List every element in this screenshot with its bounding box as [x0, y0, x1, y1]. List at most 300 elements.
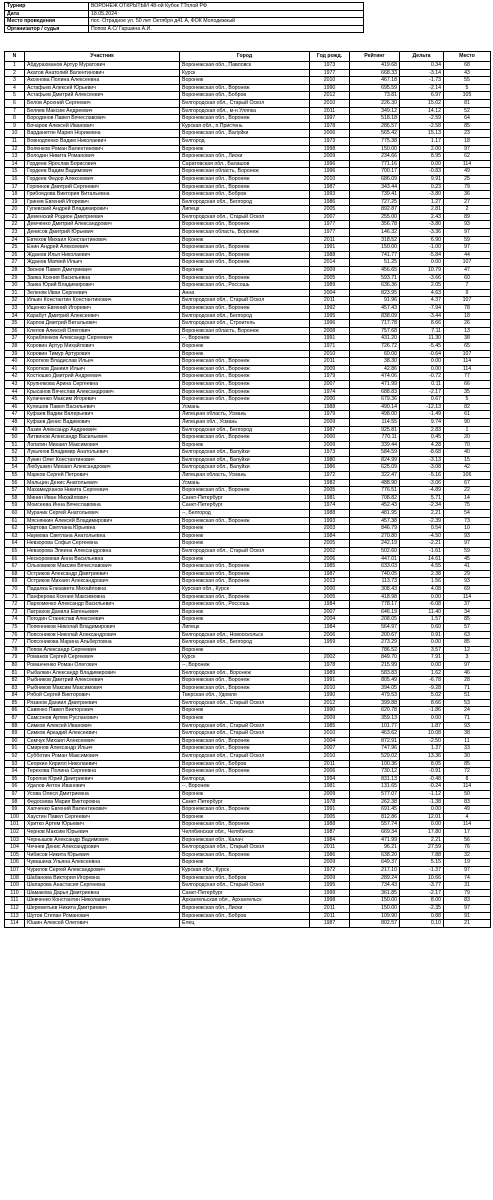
participant-name: Самсонов Артем Русланович — [25, 715, 180, 723]
place: 66 — [444, 380, 491, 388]
place: 107 — [444, 297, 491, 305]
row-number: 97 — [5, 791, 25, 799]
row-number: 24 — [5, 236, 25, 244]
participant-name: Падалка Елизавета Михайловна — [25, 585, 180, 593]
table-row — [5, 175, 491, 183]
table-row — [5, 426, 491, 434]
column-header-rating: Рейтинг — [350, 52, 400, 62]
participant-city: Воронеж — [180, 859, 310, 867]
delta: 5.02 — [400, 692, 444, 700]
rating: 101.77 — [350, 722, 400, 730]
participant-name: Астафьев Дмитрий Алексеевич — [25, 92, 180, 100]
rating: 717.78 — [350, 320, 400, 328]
birth-year: 2006 — [310, 130, 350, 138]
rating: 215.99 — [350, 661, 400, 669]
info-label: Место проведения — [5, 18, 89, 26]
rating: 114.55 — [350, 418, 400, 426]
row-number: 107 — [5, 866, 25, 874]
place: 26 — [444, 320, 491, 328]
row-number: 91 — [5, 745, 25, 753]
birth-year: 2014 — [310, 259, 350, 267]
participant-city: Воронежская обл., Воронеж — [180, 684, 310, 692]
participant-city: Воронежская обл., Воронеж — [180, 251, 310, 259]
row-number: 3 — [5, 77, 25, 85]
delta: -2.35 — [400, 904, 444, 912]
table-row — [5, 601, 491, 609]
participant-city: Воронежская обл., Воронеж — [180, 115, 310, 123]
participant-city: Белгородская обл., Белгород — [180, 312, 310, 320]
row-number: 38 — [5, 342, 25, 350]
birth-year: 2007 — [310, 380, 350, 388]
delta: 11.40 — [400, 608, 444, 616]
birth-year: 1973 — [310, 137, 350, 145]
row-number: 98 — [5, 798, 25, 806]
row-number: 56 — [5, 479, 25, 487]
birth-year: 1973 — [310, 62, 350, 70]
birth-year: 2011 — [310, 760, 350, 768]
delta: -2.34 — [400, 502, 444, 510]
place: 21 — [444, 920, 491, 928]
participant-name: Попсоникова Марина Альбертовна — [25, 639, 180, 647]
row-number: 63 — [5, 532, 25, 540]
birth-year: 1996 — [310, 168, 350, 176]
participant-city: Воронежская обл., Бобров — [180, 92, 310, 100]
delta: 14.12 — [400, 107, 444, 115]
rating: 778.17 — [350, 601, 400, 609]
table-row — [5, 532, 491, 540]
participant-name: Романов Сергей Сергеевич — [25, 654, 180, 662]
delta: 1.17 — [400, 137, 444, 145]
place: 38 — [444, 730, 491, 738]
delta: 0.00 — [400, 821, 444, 829]
row-number: 109 — [5, 882, 25, 890]
place: 28 — [444, 677, 491, 685]
row-number: 89 — [5, 730, 25, 738]
row-number: 80 — [5, 661, 25, 669]
row-number: 27 — [5, 259, 25, 267]
table-row — [5, 274, 491, 282]
participant-name: Ильин Константин Константинович — [25, 297, 180, 305]
table-row — [5, 411, 491, 419]
delta: -3.36 — [400, 229, 444, 237]
table-row — [5, 874, 491, 882]
place: 114 — [444, 821, 491, 829]
delta: 4.55 — [400, 563, 444, 571]
participant-city: Белгородская обл., Валуйки — [180, 456, 310, 464]
place: 93 — [444, 532, 491, 540]
row-number: 45 — [5, 396, 25, 404]
participant-name: Наумова Светлана Анатольевна — [25, 532, 180, 540]
table-row — [5, 775, 491, 783]
birth-year: 1990 — [310, 84, 350, 92]
place: 83 — [444, 897, 491, 905]
delta: 7.11 — [400, 327, 444, 335]
birth-year: 1986 — [310, 198, 350, 206]
participant-name: Коротков Владислав Ильич — [25, 358, 180, 366]
info-row — [5, 10, 364, 18]
table-row — [5, 183, 491, 191]
place: 89 — [444, 213, 491, 221]
rating: 38.30 — [350, 358, 400, 366]
participant-name: Остриков Александр Дмитриевич — [25, 570, 180, 578]
participant-name: Марков Сергей Петрович — [25, 472, 180, 480]
table-row — [5, 365, 491, 373]
place: 18 — [444, 312, 491, 320]
table-row — [5, 168, 491, 176]
participant-name: Терехова Полина Сергеевна — [25, 768, 180, 776]
table-row — [5, 699, 491, 707]
table-row — [5, 456, 491, 464]
participants-table — [4, 51, 491, 928]
delta: 2.21 — [400, 510, 444, 518]
place: 107 — [444, 259, 491, 267]
delta: 14.61 — [400, 555, 444, 563]
birth-year: 1984 — [310, 836, 350, 844]
place: 114 — [444, 593, 491, 601]
rating: 730.12 — [350, 768, 400, 776]
participant-city: Воронежская обл., Воронеж — [180, 578, 310, 586]
birth-year: 2011 — [310, 236, 350, 244]
birth-year: 2010 — [310, 684, 350, 692]
table-row — [5, 897, 491, 905]
delta: 0.54 — [400, 525, 444, 533]
rating: 776.51 — [350, 487, 400, 495]
delta: -1.61 — [400, 548, 444, 556]
row-number: 104 — [5, 844, 25, 852]
row-number: 10 — [5, 130, 25, 138]
participant-city: Белгородская обл., Старый Оскол — [180, 753, 310, 761]
row-number: 66 — [5, 555, 25, 563]
participant-name: Костюшко Дмитрий Андреевич — [25, 373, 180, 381]
participant-name: Попов Александр Сергеевич — [25, 646, 180, 654]
participant-name: Смирнов Александр Ильич — [25, 745, 180, 753]
participant-city: Воронежская обл., Воронеж — [180, 563, 310, 571]
row-number: 83 — [5, 684, 25, 692]
table-row — [5, 745, 491, 753]
rating: 457.38 — [350, 517, 400, 525]
participant-name: Володин Никита Романович — [25, 153, 180, 161]
table-row — [5, 107, 491, 115]
delta: 10.79 — [400, 267, 444, 275]
column-header-place: Место — [444, 52, 491, 62]
participant-city: Воронеж — [180, 608, 310, 616]
row-number: 99 — [5, 806, 25, 814]
table-row — [5, 441, 491, 449]
table-row — [5, 692, 491, 700]
participant-city: Воронеж — [180, 236, 310, 244]
participant-name: Рыбников Дмитрий Алексеевич — [25, 677, 180, 685]
participant-name: Грибоедова Виктория Витальевна — [25, 191, 180, 199]
participant-name: Хритко Артем Юрьевич — [25, 821, 180, 829]
place: 60 — [444, 274, 491, 282]
table-row — [5, 335, 491, 343]
row-number: 106 — [5, 859, 25, 867]
birth-year: 2010 — [310, 730, 350, 738]
participant-city: Воронежская обл., Воронеж — [180, 365, 310, 373]
birth-year: 1997 — [310, 115, 350, 123]
participant-city: Санкт-Петербург — [180, 889, 310, 897]
rating: 318.52 — [350, 236, 400, 244]
participant-name: Панферова Ксения Максимовна — [25, 593, 180, 601]
participant-name: Рыбников Максим Максимович — [25, 684, 180, 692]
table-row — [5, 570, 491, 578]
delta: 8.66 — [400, 320, 444, 328]
participant-city: Белгородская обл., Старый Оскол — [180, 213, 310, 221]
participant-name: Рябой Сергей Викторович — [25, 692, 180, 700]
row-number: 25 — [5, 244, 25, 252]
birth-year: 1996 — [310, 160, 350, 168]
column-header-city: Город — [180, 52, 310, 62]
rating: 757.68 — [350, 327, 400, 335]
rating: 308.43 — [350, 585, 400, 593]
rating: 700.17 — [350, 168, 400, 176]
rating: 463.62 — [350, 730, 400, 738]
delta: -1.38 — [400, 798, 444, 806]
place: 5 — [444, 84, 491, 92]
delta: -2.39 — [400, 517, 444, 525]
participant-city: Воронежская обл., Воронеж — [180, 221, 310, 229]
birth-year: 1980 — [310, 456, 350, 464]
rating: 359.13 — [350, 715, 400, 723]
table-row — [5, 654, 491, 662]
rating: 565.42 — [350, 130, 400, 138]
birth-year: 1977 — [310, 69, 350, 77]
delta: -2.17 — [400, 388, 444, 396]
delta: 0.60 — [400, 623, 444, 631]
participant-city: Воронежская обл., Россошь — [180, 601, 310, 609]
participant-city: Липецк — [180, 623, 310, 631]
place: 1 — [444, 426, 491, 434]
place: 71 — [444, 715, 491, 723]
birth-year: 1981 — [310, 494, 350, 502]
participant-name: Федоскева Мария Викторовна — [25, 798, 180, 806]
table-row — [5, 320, 491, 328]
delta: 1.62 — [400, 669, 444, 677]
row-number: 8 — [5, 115, 25, 123]
table-row — [5, 646, 491, 654]
rating: 452.43 — [350, 502, 400, 510]
row-number: 57 — [5, 487, 25, 495]
participant-city: Воронежская обл., Воронеж — [180, 274, 310, 282]
place: 44 — [444, 251, 491, 259]
birth-year — [310, 646, 350, 654]
participant-name: Шутов Степан Романович — [25, 912, 180, 920]
participant-city: Курская обл., Курск — [180, 585, 310, 593]
table-row — [5, 403, 491, 411]
table-row — [5, 753, 491, 761]
participant-name: Кулешов Павел Васильевич — [25, 403, 180, 411]
participant-city: Воронежская обл., Бобров — [180, 760, 310, 768]
row-number: 75 — [5, 623, 25, 631]
delta: -5.16 — [400, 472, 444, 480]
row-number: 70 — [5, 585, 25, 593]
column-header-delta: Дельта — [400, 52, 444, 62]
participant-city: Воронеж — [180, 715, 310, 723]
participant-city: Воронеж — [180, 813, 310, 821]
birth-year: 2009 — [310, 267, 350, 275]
participant-city: Воронеж — [180, 791, 310, 799]
table-row — [5, 844, 491, 852]
table-row — [5, 563, 491, 571]
participant-city: Воронежская обл., Воронеж — [180, 487, 310, 495]
birth-year: 1984 — [310, 532, 350, 540]
participant-city: Белгородская обл., Старый Оскол — [180, 297, 310, 305]
table-row — [5, 836, 491, 844]
place: 72 — [444, 768, 491, 776]
participant-city: Воронеж — [180, 707, 310, 715]
place: 37 — [444, 601, 491, 609]
participant-name: Любушкин Михаил Александрович — [25, 464, 180, 472]
participant-city: Белгородская обл., Строитель — [180, 320, 310, 328]
table-row — [5, 251, 491, 259]
participant-city: Белгородская обл., Старый Оскол — [180, 548, 310, 556]
table-row — [5, 715, 491, 723]
row-number: 47 — [5, 411, 25, 419]
participant-city: Воронежская обл., Воронеж — [180, 737, 310, 745]
birth-year: 1977 — [310, 221, 350, 229]
delta: 1.57 — [400, 616, 444, 624]
participant-name: Минин Иван Михайлович — [25, 494, 180, 502]
participant-city: Анна — [180, 289, 310, 297]
delta: -0.24 — [400, 783, 444, 791]
table-row — [5, 305, 491, 313]
participant-city: Белгородская обл., Валуйки — [180, 464, 310, 472]
participant-city: Воронежская обл., Воронеж — [180, 851, 310, 859]
place: 56 — [444, 836, 491, 844]
participant-city: --, Белгород — [180, 510, 310, 518]
participant-name: Нескоромная Анна Васильевна — [25, 555, 180, 563]
participant-city: Воронежская обл., Воронеж — [180, 183, 310, 191]
rating: 217.10 — [350, 866, 400, 874]
row-number: 82 — [5, 677, 25, 685]
participant-city: Воронежская обл., Калач — [180, 836, 310, 844]
participant-city: Воронежская область, Воронеж — [180, 168, 310, 176]
delta: -0.48 — [400, 775, 444, 783]
rating: 456.65 — [350, 267, 400, 275]
row-number: 101 — [5, 821, 25, 829]
participant-city: Воронежская обл., Бобров — [180, 912, 310, 920]
rating: 872.91 — [350, 737, 400, 745]
birth-year: 1978 — [310, 798, 350, 806]
rating: 42.86 — [350, 365, 400, 373]
participant-name: Шереметьев Никита Дмитриевич — [25, 904, 180, 912]
delta: 8.00 — [400, 897, 444, 905]
participant-city: Воронежская обл., Воронеж — [180, 396, 310, 404]
row-number: 114 — [5, 920, 25, 928]
delta: -1.49 — [400, 411, 444, 419]
row-number: 110 — [5, 889, 25, 897]
participant-city: Санкт-Петербург — [180, 798, 310, 806]
table-row — [5, 661, 491, 669]
participant-city: Воронеж — [180, 616, 310, 624]
rating: 577.07 — [350, 791, 400, 799]
table-row — [5, 593, 491, 601]
participant-name: Коровин Артур Михайлович — [25, 342, 180, 350]
participant-name: Горяинов Дмитрий Сергеевич — [25, 183, 180, 191]
column-header-number: N — [5, 52, 25, 62]
participant-name: Воленков Роман Валентинович — [25, 145, 180, 153]
delta: 4.37 — [400, 297, 444, 305]
info-label: Организатор / судья — [5, 25, 89, 33]
table-row — [5, 791, 491, 799]
delta: 1.56 — [400, 578, 444, 586]
row-number: 15 — [5, 168, 25, 176]
place: 35 — [444, 388, 491, 396]
participant-name: Хаустин Павел Сергеевич — [25, 813, 180, 821]
place: 114 — [444, 358, 491, 366]
delta: -9.28 — [400, 684, 444, 692]
row-number: 71 — [5, 593, 25, 601]
delta: -3.06 — [400, 479, 444, 487]
birth-year: 2007 — [310, 608, 350, 616]
rating: 583.83 — [350, 669, 400, 677]
table-row — [5, 821, 491, 829]
place: 97 — [444, 904, 491, 912]
rating: 805.49 — [350, 677, 400, 685]
birth-year: 2011 — [310, 912, 350, 920]
table-row — [5, 350, 491, 358]
table-row — [5, 77, 491, 85]
participant-name: Демченко Дмитрий Александрович — [25, 221, 180, 229]
participant-city: Воронежская область, Воронеж — [180, 327, 310, 335]
place: 40 — [444, 449, 491, 457]
rating: 418.98 — [350, 593, 400, 601]
row-number: 30 — [5, 282, 25, 290]
rating: 150.00 — [350, 244, 400, 252]
table-row — [5, 920, 491, 928]
delta: -5.45 — [400, 342, 444, 350]
delta: 0.00 — [400, 715, 444, 723]
birth-year: 1990 — [310, 692, 350, 700]
participant-name: Астафьев Алексей Юрьевич — [25, 84, 180, 92]
participant-name: Субботин Роман Максимович — [25, 753, 180, 761]
birth-year: 1987 — [310, 570, 350, 578]
delta: 0.91 — [400, 631, 444, 639]
participant-city: Воронежская обл., Воронеж — [180, 434, 310, 442]
birth-year: 2004 — [310, 289, 350, 297]
birth-year: 2011 — [310, 844, 350, 852]
participant-city: Воронеж — [180, 77, 310, 85]
row-number: 13 — [5, 153, 25, 161]
place: 93 — [444, 221, 491, 229]
rating: 741.77 — [350, 251, 400, 259]
place: 97 — [444, 540, 491, 548]
birth-year: 1996 — [310, 320, 350, 328]
participant-city: Елец — [180, 920, 310, 928]
rating: 322.47 — [350, 472, 400, 480]
row-number: 72 — [5, 601, 25, 609]
birth-year: 1984 — [310, 623, 350, 631]
birth-year: 2009 — [310, 418, 350, 426]
place: 74 — [444, 874, 491, 882]
place: 85 — [444, 760, 491, 768]
participant-name: Коротков Даниил Ильич — [25, 365, 180, 373]
participant-city: Воронеж — [180, 532, 310, 540]
row-number: 4 — [5, 84, 25, 92]
rating: 802.57 — [350, 920, 400, 928]
place: 67 — [444, 479, 491, 487]
place: 7 — [444, 282, 491, 290]
participant-city: Воронежская обл., Воронеж — [180, 373, 310, 381]
rating: 91.96 — [350, 297, 400, 305]
participant-city: Воронеж — [180, 525, 310, 533]
place: 65 — [444, 342, 491, 350]
table-row — [5, 669, 491, 677]
row-number: 19 — [5, 198, 25, 206]
birth-year: 1981 — [310, 783, 350, 791]
delta: 5.15 — [400, 859, 444, 867]
delta: -0.83 — [400, 168, 444, 176]
